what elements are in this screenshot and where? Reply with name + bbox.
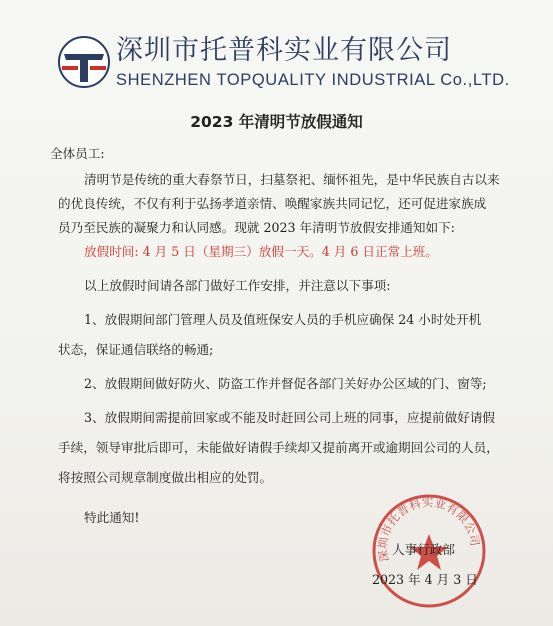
item-2-line: 2、放假期间做好防火、防盗工作并督促各部门关好办公区域的门、窗等; <box>84 376 487 391</box>
paragraph-line: 员乃至民族的凝聚力和认同感。现就 2023 年清明节放假安排通知如下: <box>58 220 455 235</box>
company-name-cn: 深圳市托普科实业有限公司 <box>116 35 452 66</box>
company-name-en: SHENZHEN TOPQUALITY INDUSTRIAL Co.,LTD. <box>116 71 510 89</box>
item-1-line: 1、放假期间部门管理人员及值班保安人员的手机应确保 24 小时处开机 <box>84 312 482 327</box>
item-3-line: 手续，领导审批后即可，未能做好请假手续却又提前离开或逾期回公司的人员， <box>58 440 499 455</box>
closing-line: 特此通知! <box>84 510 140 525</box>
item-3-line: 将按照公司规章制度做出相应的处罚。 <box>58 470 273 485</box>
item-3-line: 3、放假期间需提前回家或不能及时赶回公司上班的同事，应提前做好请假 <box>84 410 496 425</box>
paragraph-line: 以上放假时间请各部门做好工作安排，并注意以下事项: <box>84 278 391 293</box>
signature-date: 2023 年 4 月 3 日 <box>372 572 478 587</box>
holiday-time-line: 放假时间: 4 月 5 日（星期三）放假一天。4 月 6 日正常上班。 <box>84 244 438 259</box>
item-1-line: 状态，保证通信联络的畅通; <box>58 342 214 357</box>
signature-department: 人事行政部 <box>392 542 455 557</box>
seal-text: 深圳市托普科实业有限公司 <box>375 495 483 563</box>
notice-title: 2023 年清明节放假通知 <box>190 113 363 131</box>
letterhead <box>58 36 518 98</box>
paragraph-line: 的优良传统，不仅有利于弘扬孝道亲情、唤醒家族共同记忆，还可促进家族成 <box>58 196 487 211</box>
salutation: 全体员工: <box>50 146 105 161</box>
tq-logo-icon <box>58 36 110 88</box>
paragraph-line: 清明节是传统的重大春祭节日，扫墓祭祀、缅怀祖先，是中华民族自古以来 <box>84 172 500 187</box>
